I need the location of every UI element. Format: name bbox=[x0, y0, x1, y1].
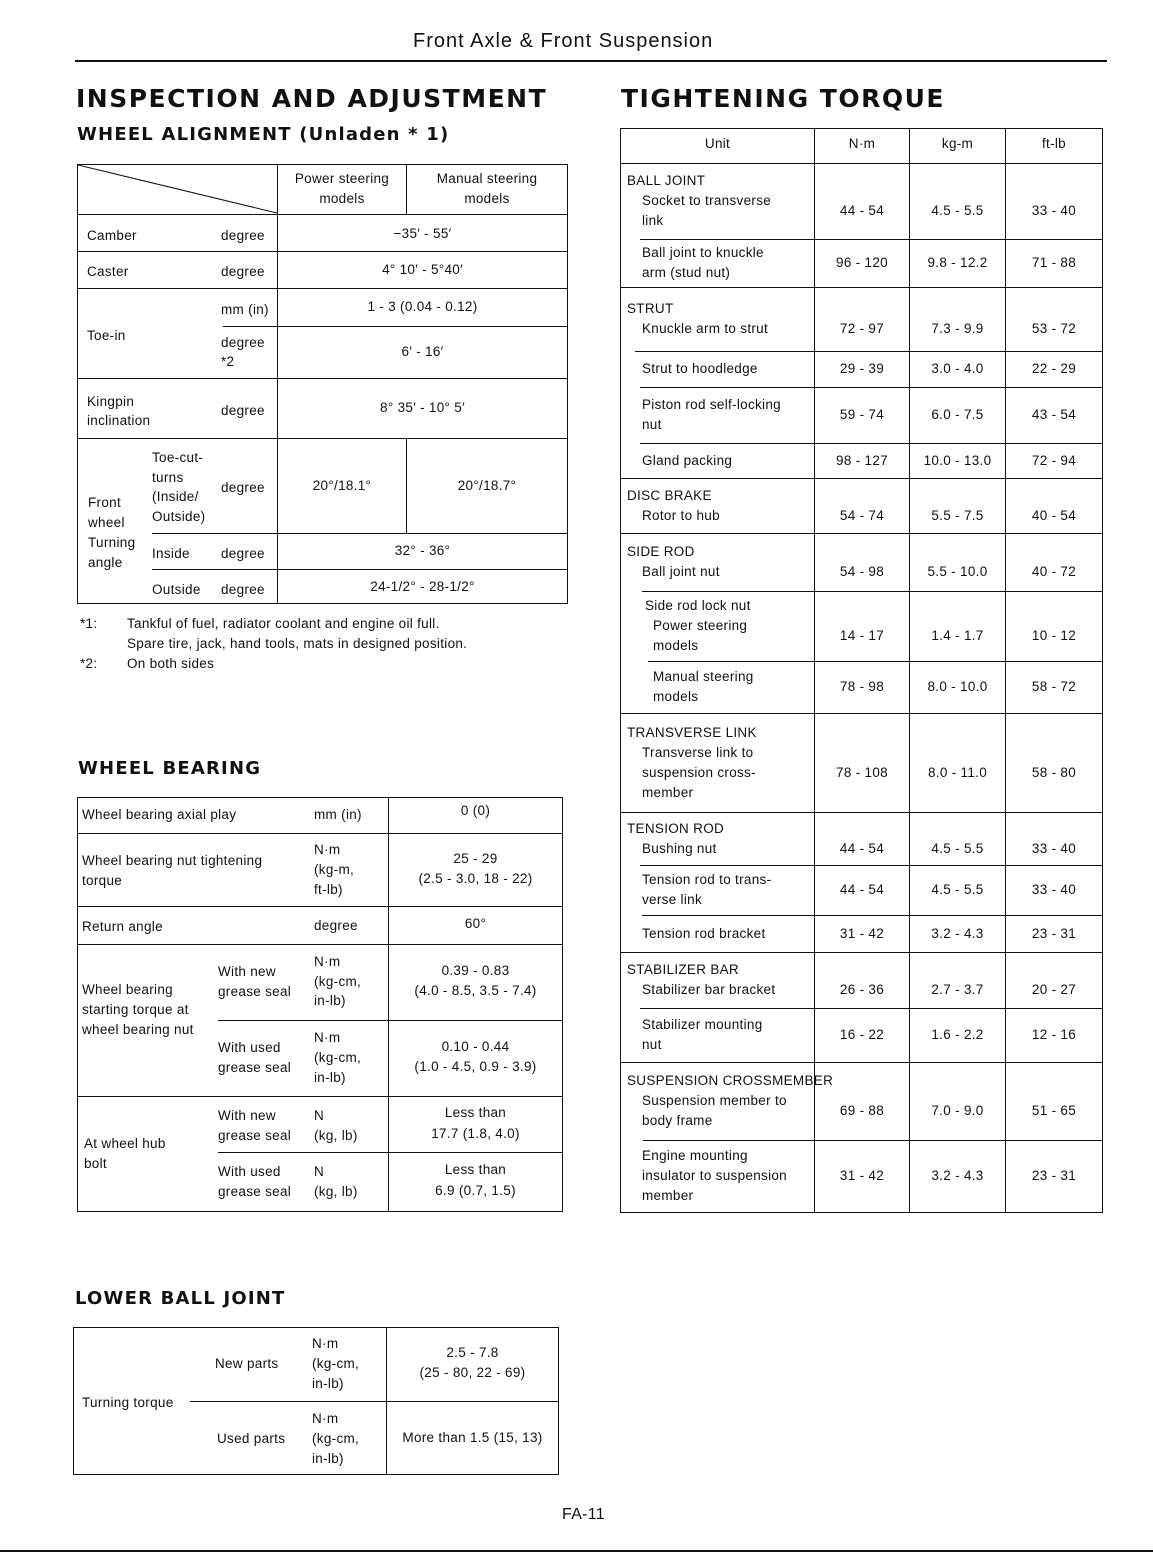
col-header-power-1: Power steering bbox=[294, 171, 390, 186]
item-label: nut bbox=[642, 417, 662, 432]
value-ftlb: 22 - 29 bbox=[1031, 361, 1077, 376]
toe-out-label-4: Outside) bbox=[152, 509, 206, 524]
nut-torque-value-2: (2.5 - 3.0, 18 - 22) bbox=[418, 871, 533, 886]
axial-play-label: Wheel bearing axial play bbox=[82, 807, 237, 822]
value-nm: 44 - 54 bbox=[839, 203, 885, 218]
st-used-unit-1: N·m bbox=[314, 1030, 341, 1045]
nut-torque-value-1: 25 - 29 bbox=[453, 851, 498, 866]
value-nm: 44 - 54 bbox=[839, 882, 885, 897]
value-nm: 26 - 36 bbox=[839, 982, 885, 997]
lbj-used-label: Used parts bbox=[217, 1431, 286, 1446]
value-kgm: 9.8 - 12.2 bbox=[927, 255, 988, 270]
nut-torque-unit-3: ft-lb) bbox=[314, 882, 343, 897]
item-label: link bbox=[642, 213, 664, 228]
value-ftlb: 12 - 16 bbox=[1031, 1027, 1077, 1042]
hb-used-value-1: Less than bbox=[444, 1162, 507, 1177]
outside-label: Outside bbox=[152, 582, 201, 597]
value-ftlb: 10 - 12 bbox=[1031, 628, 1077, 643]
note-1-mark: *1: bbox=[80, 616, 98, 631]
value-ftlb: 33 - 40 bbox=[1031, 840, 1077, 856]
inside-value: 32° - 36° bbox=[394, 543, 451, 558]
value-kgm: 4.5 - 5.5 bbox=[931, 840, 984, 856]
row-separator bbox=[640, 443, 1102, 444]
note-1-line-2: Spare tire, jack, hand tools, mats in designed position. bbox=[127, 636, 468, 651]
value-kgm: 1.6 - 2.2 bbox=[931, 1027, 984, 1042]
subgroup-label: Side rod lock nut bbox=[645, 598, 751, 613]
subsection-title-lower-ball-joint: LOWER BALL JOINT bbox=[75, 1288, 286, 1309]
hb-new-unit-2: (kg, lb) bbox=[314, 1128, 358, 1143]
row-separator bbox=[621, 812, 1102, 813]
hb-used-label-1: With used bbox=[218, 1164, 281, 1179]
st-new-unit-3: in-lb) bbox=[314, 993, 346, 1008]
hb-used-unit-1: N bbox=[314, 1164, 325, 1179]
value-nm: 31 - 42 bbox=[839, 1168, 885, 1183]
lbj-new-unit-2: (kg-cm, bbox=[312, 1356, 360, 1371]
lbj-new-value-1: 2.5 - 7.8 bbox=[446, 1345, 499, 1360]
value-nm: 78 - 98 bbox=[839, 679, 885, 694]
camber-unit: degree bbox=[221, 228, 265, 243]
header-kgm: kg-m bbox=[941, 136, 974, 151]
value-nm: 54 - 74 bbox=[839, 507, 885, 523]
return-angle-unit: degree bbox=[314, 918, 358, 933]
value-kgm: 10.0 - 13.0 bbox=[923, 452, 992, 468]
value-nm: 72 - 97 bbox=[839, 321, 885, 336]
item-label: Rotor to hub bbox=[642, 507, 720, 523]
value-nm: 98 - 127 bbox=[836, 452, 888, 468]
value-nm: 54 - 98 bbox=[839, 564, 885, 579]
toe-in-value-deg: 6′ - 16′ bbox=[401, 344, 444, 359]
item-label: Engine mounting bbox=[642, 1148, 748, 1163]
hub-bolt-label-1: At wheel hub bbox=[84, 1136, 166, 1151]
st-used-value-2: (1.0 - 4.5, 0.9 - 3.9) bbox=[414, 1059, 537, 1074]
value-kgm: 3.2 - 4.3 bbox=[931, 925, 984, 941]
hb-used-label-2: grease seal bbox=[218, 1184, 292, 1199]
row-separator bbox=[642, 915, 1102, 916]
axial-play-value: 0 (0) bbox=[460, 803, 491, 818]
outside-value: 24-1/2° - 28-1/2° bbox=[370, 579, 475, 594]
item-label: Stabilizer mounting bbox=[642, 1017, 763, 1032]
inside-label: Inside bbox=[152, 546, 190, 561]
item-label: Piston rod self-locking bbox=[642, 397, 781, 412]
row-separator bbox=[621, 713, 1102, 714]
item-label: models bbox=[653, 638, 699, 653]
starting-torque-label-3: wheel bearing nut bbox=[82, 1022, 194, 1037]
value-nm: 96 - 120 bbox=[836, 255, 888, 270]
value-ftlb: 72 - 94 bbox=[1031, 452, 1077, 468]
value-nm: 78 - 108 bbox=[836, 764, 888, 780]
hb-new-value-1: Less than bbox=[444, 1105, 507, 1120]
st-new-label-1: With new bbox=[218, 964, 276, 979]
toe-in-unit-deg-1: degree bbox=[221, 335, 265, 350]
value-kgm: 4.5 - 5.5 bbox=[931, 203, 984, 218]
starting-torque-label-2: starting torque at bbox=[82, 1002, 189, 1017]
hb-used-unit-2: (kg, lb) bbox=[314, 1184, 358, 1199]
item-label: arm (stud nut) bbox=[642, 265, 731, 280]
inside-unit: degree bbox=[221, 546, 265, 561]
lbj-new-value-2: (25 - 80, 22 - 69) bbox=[419, 1365, 526, 1380]
lbj-used-unit-1: N·m bbox=[312, 1411, 339, 1426]
kingpin-value: 8° 35′ - 10° 5′ bbox=[380, 400, 465, 415]
header-rule bbox=[75, 60, 1107, 62]
caster-label: Caster bbox=[87, 264, 129, 279]
note-2-mark: *2: bbox=[80, 656, 98, 671]
row-separator bbox=[621, 533, 1102, 534]
turning-label-3: Turning bbox=[88, 535, 136, 550]
item-label: Manual steering bbox=[653, 669, 754, 684]
turning-label-1: Front bbox=[88, 495, 122, 510]
row-separator bbox=[621, 287, 1102, 288]
subsection-title-wheel-bearing: WHEEL BEARING bbox=[78, 758, 262, 779]
group-label: SIDE ROD bbox=[627, 544, 695, 559]
value-ftlb: 40 - 54 bbox=[1031, 507, 1077, 523]
st-new-unit-1: N·m bbox=[314, 954, 341, 969]
row-separator bbox=[621, 952, 1102, 953]
col-header-manual-2: models bbox=[464, 191, 510, 206]
toe-out-label-3: (Inside/ bbox=[152, 489, 199, 504]
item-label: Tension rod bracket bbox=[642, 925, 766, 941]
value-kgm: 7.3 - 9.9 bbox=[931, 321, 984, 336]
value-kgm: 5.5 - 7.5 bbox=[931, 507, 984, 523]
item-label: Tension rod to trans- bbox=[642, 872, 772, 887]
section-title-tightening-torque: TIGHTENING TORQUE bbox=[621, 84, 945, 113]
item-label: suspension cross- bbox=[642, 764, 756, 780]
toe-in-label: Toe-in bbox=[87, 328, 126, 343]
item-label: member bbox=[642, 784, 694, 800]
row-separator bbox=[640, 239, 1102, 240]
running-title: Front Axle & Front Suspension bbox=[413, 30, 714, 52]
group-label: BALL JOINT bbox=[627, 173, 706, 188]
lbj-used-unit-3: in-lb) bbox=[312, 1451, 344, 1466]
kingpin-unit: degree bbox=[221, 403, 265, 418]
lbj-used-unit-2: (kg-cm, bbox=[312, 1431, 360, 1446]
value-kgm: 8.0 - 10.0 bbox=[927, 679, 988, 694]
hub-bolt-label-2: bolt bbox=[84, 1156, 107, 1171]
item-label: Strut to hoodledge bbox=[642, 361, 758, 376]
item-label: Ball joint to knuckle bbox=[642, 245, 764, 260]
note-1-line-1: Tankful of fuel, radiator coolant and engine oil full. bbox=[127, 616, 440, 631]
value-kgm: 1.4 - 1.7 bbox=[931, 628, 984, 643]
group-label: SUSPENSION CROSSMEMBER bbox=[627, 1073, 834, 1088]
group-label: DISC BRAKE bbox=[627, 487, 712, 503]
item-label: body frame bbox=[642, 1113, 713, 1128]
row-separator bbox=[640, 865, 1102, 866]
subsection-title-wheel-alignment: WHEEL ALIGNMENT (Unladen * 1) bbox=[77, 124, 450, 145]
st-used-unit-2: (kg-cm, bbox=[314, 1050, 362, 1065]
row-separator bbox=[621, 478, 1102, 479]
starting-torque-label-1: Wheel bearing bbox=[82, 982, 173, 997]
st-new-label-2: grease seal bbox=[218, 984, 292, 999]
toe-out-unit: degree bbox=[221, 480, 265, 495]
toe-out-label-2: turns bbox=[152, 470, 184, 485]
item-label: Bushing nut bbox=[642, 840, 717, 856]
value-ftlb: 58 - 80 bbox=[1031, 764, 1077, 780]
col-header-manual-1: Manual steering bbox=[436, 171, 538, 186]
value-kgm: 3.0 - 4.0 bbox=[931, 361, 984, 376]
toe-in-unit-mm: mm (in) bbox=[221, 302, 269, 317]
value-nm: 16 - 22 bbox=[839, 1027, 885, 1042]
group-label: STABILIZER BAR bbox=[627, 962, 739, 977]
group-label: STRUT bbox=[627, 301, 674, 316]
lbj-used-value: More than 1.5 (15, 13) bbox=[402, 1430, 543, 1445]
st-used-unit-3: in-lb) bbox=[314, 1070, 346, 1085]
value-nm: 69 - 88 bbox=[839, 1103, 885, 1118]
value-ftlb: 33 - 40 bbox=[1031, 203, 1077, 218]
toe-out-manual-value: 20°/18.7° bbox=[457, 478, 517, 493]
item-label: nut bbox=[642, 1037, 662, 1052]
value-ftlb: 23 - 31 bbox=[1031, 1168, 1077, 1183]
header-nm: N·m bbox=[848, 136, 876, 151]
st-new-unit-2: (kg-cm, bbox=[314, 974, 362, 989]
item-label: Suspension member to bbox=[642, 1093, 787, 1108]
hb-new-unit-1: N bbox=[314, 1108, 325, 1123]
value-nm: 31 - 42 bbox=[839, 925, 885, 941]
row-separator bbox=[648, 661, 1102, 662]
item-label: Transverse link to bbox=[642, 744, 754, 760]
turning-label-4: angle bbox=[88, 555, 123, 570]
note-2-line-1: On both sides bbox=[127, 656, 215, 671]
row-separator bbox=[643, 1140, 1102, 1141]
lbj-new-unit-1: N·m bbox=[312, 1336, 339, 1351]
value-ftlb: 71 - 88 bbox=[1031, 255, 1077, 270]
page-number: FA-11 bbox=[562, 1506, 605, 1523]
value-ftlb: 51 - 65 bbox=[1031, 1103, 1077, 1118]
camber-label: Camber bbox=[87, 228, 137, 243]
group-label: TENSION ROD bbox=[627, 820, 725, 836]
value-kgm: 7.0 - 9.0 bbox=[931, 1103, 984, 1118]
item-label: member bbox=[642, 1188, 694, 1203]
item-label: Gland packing bbox=[642, 452, 733, 468]
toe-out-power-value: 20°/18.1° bbox=[312, 478, 372, 493]
turning-label-2: wheel bbox=[88, 515, 125, 530]
kingpin-label-1: Kingpin bbox=[87, 394, 135, 409]
item-label: Power steering bbox=[653, 618, 748, 633]
value-ftlb: 53 - 72 bbox=[1031, 321, 1077, 336]
value-ftlb: 23 - 31 bbox=[1031, 925, 1077, 941]
value-ftlb: 58 - 72 bbox=[1031, 679, 1077, 694]
kingpin-label-2: inclination bbox=[87, 413, 151, 428]
return-angle-label: Return angle bbox=[82, 919, 163, 934]
caster-value: 4° 10′ - 5°40′ bbox=[382, 262, 463, 277]
item-label: Knuckle arm to strut bbox=[642, 321, 769, 336]
section-title-inspection: INSPECTION AND ADJUSTMENT bbox=[76, 84, 548, 113]
header-ftlb: ft-lb bbox=[1041, 136, 1066, 151]
item-label: Ball joint nut bbox=[642, 564, 720, 579]
value-ftlb: 33 - 40 bbox=[1031, 882, 1077, 897]
axial-play-unit: mm (in) bbox=[314, 807, 362, 822]
item-label: insulator to suspension bbox=[642, 1168, 787, 1183]
value-kgm: 5.5 - 10.0 bbox=[927, 564, 988, 579]
row-separator bbox=[640, 1008, 1102, 1009]
header-unit: Unit bbox=[704, 136, 731, 151]
value-nm: 14 - 17 bbox=[839, 628, 885, 643]
nut-torque-unit-2: (kg-m, bbox=[314, 862, 355, 877]
item-label: models bbox=[653, 689, 699, 704]
outside-unit: degree bbox=[221, 582, 265, 597]
st-used-label-1: With used bbox=[218, 1040, 281, 1055]
value-ftlb: 20 - 27 bbox=[1031, 982, 1077, 997]
st-new-value-1: 0.39 - 0.83 bbox=[441, 963, 510, 978]
st-used-value-1: 0.10 - 0.44 bbox=[441, 1039, 510, 1054]
caster-unit: degree bbox=[221, 264, 265, 279]
col-header-power-2: models bbox=[319, 191, 365, 206]
row-separator bbox=[621, 1062, 1102, 1063]
value-kgm: 3.2 - 4.3 bbox=[931, 1168, 984, 1183]
value-nm: 59 - 74 bbox=[839, 407, 885, 422]
nut-torque-label-2: torque bbox=[82, 873, 123, 888]
diagonal-header-line bbox=[78, 165, 278, 215]
row-separator bbox=[640, 387, 1102, 388]
lbj-new-unit-3: in-lb) bbox=[312, 1376, 344, 1391]
value-nm: 29 - 39 bbox=[839, 361, 885, 376]
value-ftlb: 43 - 54 bbox=[1031, 407, 1077, 422]
hb-new-value-2: 17.7 (1.8, 4.0) bbox=[431, 1126, 520, 1141]
hb-new-label-2: grease seal bbox=[218, 1128, 292, 1143]
toe-in-value-mm: 1 - 3 (0.04 - 0.12) bbox=[367, 299, 478, 314]
value-nm: 44 - 54 bbox=[839, 840, 885, 856]
toe-in-unit-deg-2: *2 bbox=[221, 354, 235, 369]
group-label: TRANSVERSE LINK bbox=[627, 724, 757, 740]
nut-torque-unit-1: N·m bbox=[314, 842, 341, 857]
turning-torque-label: Turning torque bbox=[82, 1395, 174, 1410]
item-label: verse link bbox=[642, 892, 703, 907]
value-kgm: 2.7 - 3.7 bbox=[931, 982, 984, 997]
st-new-value-2: (4.0 - 8.5, 3.5 - 7.4) bbox=[414, 983, 537, 998]
value-kgm: 4.5 - 5.5 bbox=[931, 882, 984, 897]
value-kgm: 8.0 - 11.0 bbox=[927, 764, 988, 780]
item-label: Stabilizer bar bracket bbox=[642, 982, 776, 997]
lbj-new-label: New parts bbox=[215, 1356, 279, 1371]
st-used-label-2: grease seal bbox=[218, 1060, 292, 1075]
return-angle-value: 60° bbox=[464, 916, 487, 931]
footer-rule bbox=[0, 1550, 1153, 1552]
toe-out-label-1: Toe-cut- bbox=[152, 450, 204, 465]
hb-used-value-2: 6.9 (0.7, 1.5) bbox=[435, 1183, 516, 1198]
value-kgm: 6.0 - 7.5 bbox=[931, 407, 984, 422]
row-separator bbox=[635, 351, 1102, 352]
camber-value: −35′ - 55′ bbox=[393, 226, 452, 241]
nut-torque-label-1: Wheel bearing nut tightening bbox=[82, 853, 263, 868]
value-ftlb: 40 - 72 bbox=[1031, 564, 1077, 579]
row-separator bbox=[642, 591, 1102, 592]
item-label: Socket to transverse bbox=[642, 193, 772, 208]
hb-new-label-1: With new bbox=[218, 1108, 276, 1123]
